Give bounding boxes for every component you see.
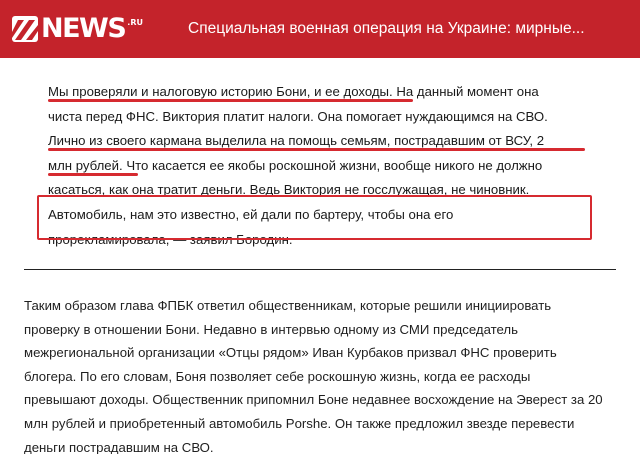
- quote-line: Мы проверяли и налоговую историю Бони, и ее доходы. На данный момент она: [48, 84, 539, 99]
- paragraph-line: межрегиональной организации «Отцы рядом» Иван Курбаков призвал ФНС проверить: [24, 345, 557, 361]
- news-logo[interactable]: [12, 14, 143, 44]
- paragraph-line: проверку в отношении Бони. Недавно в интервью одному из СМИ председатель: [24, 321, 518, 337]
- article-paragraph: [24, 294, 632, 454]
- logo-domain: .RU: [127, 18, 143, 27]
- site-header: [0, 0, 640, 58]
- annotation-underline: [48, 148, 585, 151]
- quote-line: чиста перед ФНС. Виктория платит налоги. Она помогает нуждающимся на СВО.: [48, 108, 548, 124]
- annotation-underline: [48, 173, 138, 176]
- quote-line: Автомобиль, нам это известно, ей дали по бартеру, чтобы она его: [48, 206, 454, 222]
- paragraph-line: деньги пострадавшим на СВО.: [24, 439, 214, 454]
- paragraph-line: блогера. По его словам, Боня позволяет себе роскошную жизнь, когда ее расходы: [24, 368, 531, 384]
- annotation-box: [37, 195, 592, 240]
- section-divider: [24, 269, 616, 270]
- quote-line: млн рублей. Что касается ее якобы роскошной жизни, вообще никого не должно: [48, 157, 543, 173]
- quote-line: касаться, как она тратит деньги. Ведь Виктория не госслужащая, не чиновник.: [48, 182, 530, 198]
- paragraph-line: превышают доходы. Общественник припомнил Боне недавнее восхождение на Эверест за 20: [24, 392, 603, 408]
- logo-stripes-icon: [12, 16, 38, 42]
- header-article-title[interactable]: Специальная военная операция на Украине: мирные...: [188, 20, 585, 37]
- quote-line: Лично из своего кармана выделила на помощь семьям, пострадавшим от ВСУ, 2: [48, 133, 545, 149]
- logo-text: NEWS: [41, 13, 126, 44]
- annotation-underline: [48, 99, 413, 102]
- paragraph-line: Таким образом глава ФПБК ответил общественникам, которые решили инициировать: [24, 298, 552, 313]
- quote-line: прорекламировала, — заявил Бородин.: [48, 231, 293, 247]
- paragraph-line: млн рублей и приобретенный автомобиль Porshe. Он также предложил звезде перевести: [24, 415, 575, 431]
